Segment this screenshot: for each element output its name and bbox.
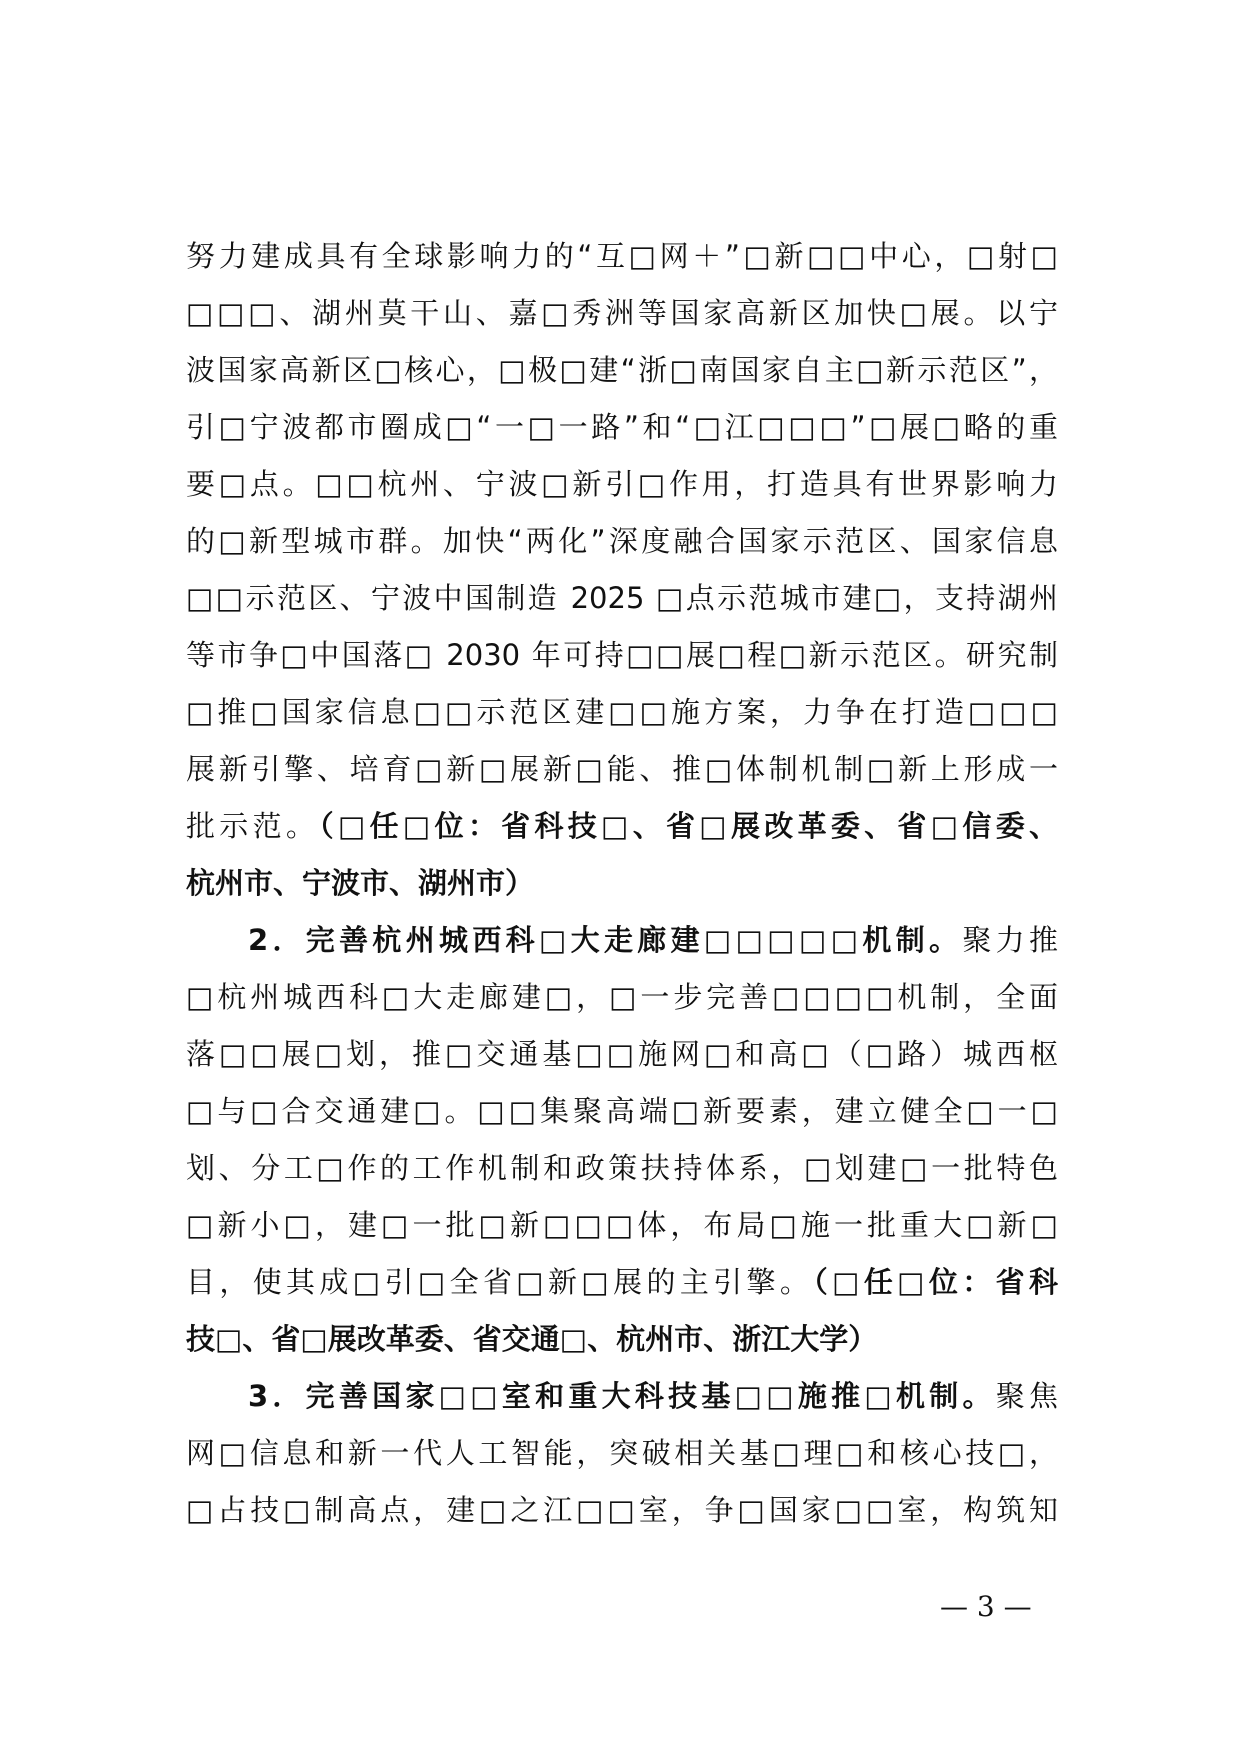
text-line	[186, 741, 1058, 798]
text-line	[186, 285, 1058, 342]
text-run: 展新引擎、培育□新□展新□能、推□体制机制□新上形成一	[186, 752, 1058, 786]
text-run: 聚焦	[995, 1379, 1058, 1413]
text-run: □新小□，建□一批□新□□□体，布局□施一批重大□新□	[186, 1208, 1058, 1242]
text-run: □□示范区、宁波中国制造 2025 □点示范城市建□，支持湖州	[186, 581, 1058, 615]
text-run: 落□□展□划，推□交通基□□施网□和高□（□路）城西枢	[186, 1037, 1058, 1071]
page-number: — 3 —	[940, 1590, 1032, 1623]
text-line	[186, 1482, 1058, 1539]
responsible-units: （□任□位：省科技□、省□展改革委、省□信委、	[319, 809, 1058, 843]
text-line	[186, 798, 1058, 855]
text-line	[186, 342, 1058, 399]
text-line	[186, 1140, 1058, 1197]
text-run: 批示范。	[186, 809, 320, 843]
text-line	[186, 1197, 1058, 1254]
text-line	[186, 1083, 1058, 1140]
text-run: 网□信息和新一代人工智能，突破相关基□理□和核心技□，	[186, 1436, 1058, 1470]
responsible-units: 技□、省□展改革委、省交通□、杭州市、浙江大学）	[186, 1322, 878, 1356]
text-line	[186, 228, 1058, 285]
text-run: 等市争□中国落□ 2030 年可持□□展□程□新示范区。研究制	[186, 638, 1058, 672]
item-heading: 2．完善杭州城西科□大走廊建□□□□□机制。	[248, 923, 963, 957]
text-run: 的□新型城市群。加快“两化”深度融合国家示范区、国家信息	[186, 524, 1058, 558]
text-run: 波国家高新区□核心，□极□建“浙□南国家自主□新示范区”，	[186, 353, 1058, 387]
text-run: □与□合交通建□。□□集聚高端□新要素，建立健全□一□	[186, 1094, 1058, 1128]
text-line	[186, 627, 1058, 684]
text-run: 引□宁波都市圈成□“一□一路”和“□江□□□”□展□略的重	[186, 410, 1058, 444]
text-line	[186, 399, 1058, 456]
text-run: □占技□制高点，建□之江□□室，争□国家□□室，构筑知	[186, 1493, 1058, 1527]
text-line	[186, 570, 1058, 627]
text-run: 目，使其成□引□全省□新□展的主引擎。	[186, 1265, 814, 1299]
text-line	[186, 969, 1058, 1026]
text-line	[186, 1026, 1058, 1083]
text-line	[186, 1311, 1058, 1368]
text-run: □杭州城西科□大走廊建□，□一步完善□□□□机制，全面	[186, 980, 1058, 1014]
text-run: 聚力推	[962, 923, 1058, 957]
text-run: 要□点。□□杭州、宁波□新引□作用，打造具有世界影响力	[186, 467, 1058, 501]
paragraph-3	[186, 1368, 1058, 1539]
text-line	[186, 1368, 1058, 1425]
item-heading: 3．完善国家□□室和重大科技基□□施推□机制。	[248, 1379, 996, 1413]
text-run: □推□国家信息□□示范区建□□施方案，力争在打造□□□	[186, 695, 1058, 729]
text-run: 努力建成具有全球影响力的“互□网＋”□新□□中心，□射□	[186, 239, 1058, 273]
text-line	[186, 855, 1058, 912]
text-line	[186, 1425, 1058, 1482]
paragraph-1	[186, 228, 1058, 912]
text-run: 划、分工□作的工作机制和政策扶持体系，□划建□一批特色	[186, 1151, 1058, 1185]
text-line	[186, 513, 1058, 570]
document-body	[186, 228, 1058, 1539]
text-run: □□□、湖州莫干山、嘉□秀洲等国家高新区加快□展。以宁	[186, 296, 1058, 330]
text-line	[186, 1254, 1058, 1311]
text-line	[186, 684, 1058, 741]
text-line	[186, 912, 1058, 969]
responsible-units: （□任□位：省科	[813, 1265, 1058, 1299]
paragraph-2	[186, 912, 1058, 1368]
responsible-units: 杭州市、宁波市、湖州市）	[186, 866, 535, 900]
text-line	[186, 456, 1058, 513]
